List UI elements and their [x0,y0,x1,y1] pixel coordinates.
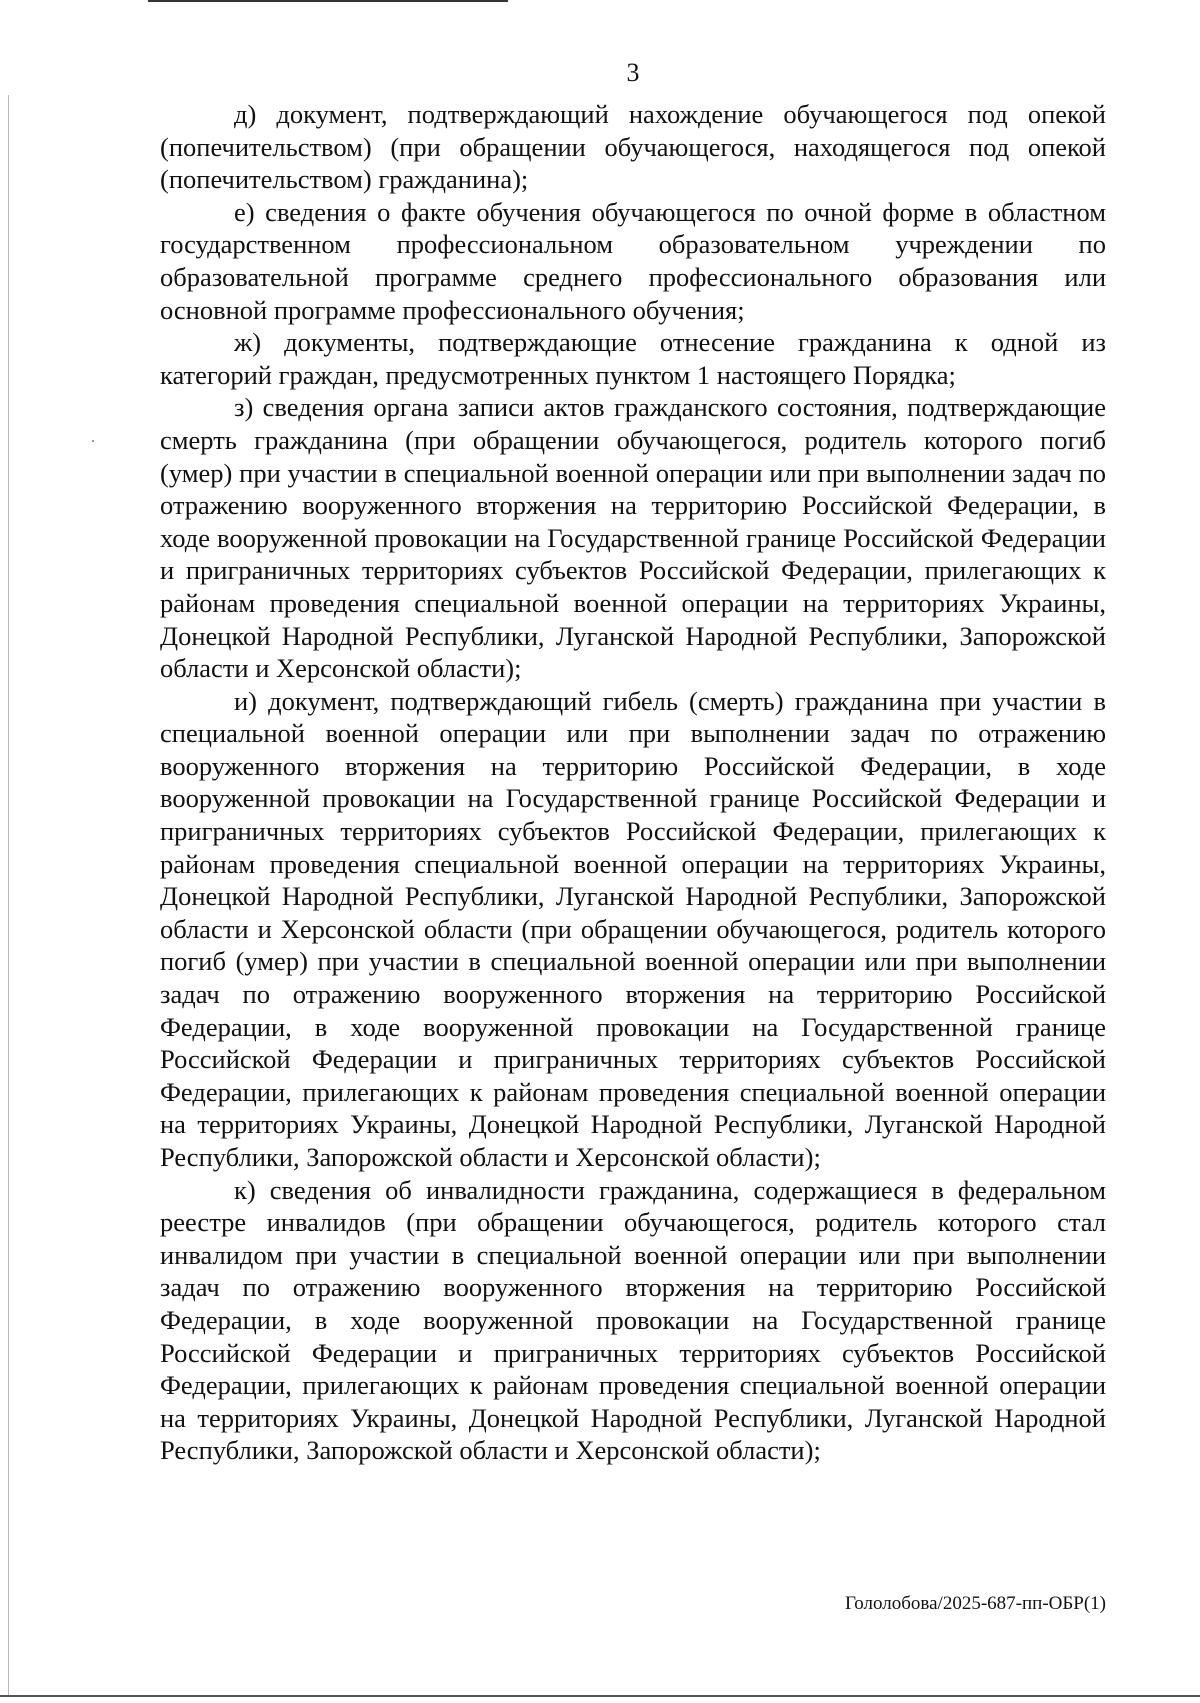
paragraph-z: з) сведения органа записи актов гражданского состояния, подтверждающие смерть гражданина (при обращении обучающегося, родитель которого погиб (умер) при участии в специальной военной операции или при выполнении задач по отражению вооруженного вторжения на территорию Российской Федерации, в ходе вооруженной провокации на Государственной границе Российской Федерации и приграничных территориях субъектов Российской Федерации, прилегающих к районам проведения специальной военной операции на территориях Украины, Донецкой Народной Республики, Луганской Народной Республики, Запорожской области и Херсонской области); [160,392,1106,684]
left-scan-edge [8,95,9,1695]
bottom-edge-line [0,1695,1200,1697]
paragraph-i: и) документ, подтверждающий гибель (смерть) гражданина при участии в специальной военной операции или при выполнении задач по отражению вооруженного вторжения на территорию Российской Федерации, в ходе вооруженной провокации на Государственной границе Российской Федерации и приграничных территориях субъектов Российской Федерации, прилегающих к районам проведения специальной военной операции на территориях Украины, Донецкой Народной Республики, Луганской Народной Республики, Запорожской области и Херсонской области (при обращении обучающегося, родитель которого погиб (умер) при участии в специальной военной операции или при выполнении задач по отражению вооруженного вторжения на территорию Российской Федерации, в ходе вооруженной провокации на Государственной границе Российской Федерации и приграничных территориях субъектов Российской Федерации, прилегающих к районам проведения специальной военной операции на территориях Украины, Донецкой Народной Республики, Луганской Народной Республики, Запорожской области и Херсонской области); [160,685,1106,1172]
paragraph-d: д) документ, подтверждающий нахождение обучающегося под опекой (попечительством) (при обращении обучающегося, находящегося под опекой (попечительством) гражданина); [160,99,1106,195]
paragraph-k: к) сведения об инвалидности гражданина, содержащиеся в федеральном реестре инвалидов (при обращении обучающегося, родитель которого стал инвалидом при участии в специальной военной операции или при выполнении задач по отражению вооруженного вторжения на территорию Российской Федерации, в ходе вооруженной провокации на Государственной границе Российской Федерации и приграничных территориях субъектов Российской Федерации, прилегающих к районам проведения специальной военной операции на территориях Украины, Донецкой Народной Республики, Луганской Народной Республики, Запорожской области и Херсонской области); [160,1174,1106,1466]
document-body [160,98,1106,1467]
top-edge-line [148,0,508,2]
paragraph-zh: ж) документы, подтверждающие отнесение гражданина к одной из категорий граждан, предусмотренных пунктом 1 настоящего Порядка; [160,327,1106,390]
page-number: 3 [626,58,640,87]
scan-speck [92,440,94,442]
document-code: Гололобова/2025-687-пп-ОБР(1) [844,1593,1106,1614]
paragraph-e: е) сведения о факте обучения обучающегося по очной форме в областном государственном профессиональном образовательном учреждении по образовательной программе среднего профессионального образования или основной программе профессионального обучения; [160,196,1106,325]
